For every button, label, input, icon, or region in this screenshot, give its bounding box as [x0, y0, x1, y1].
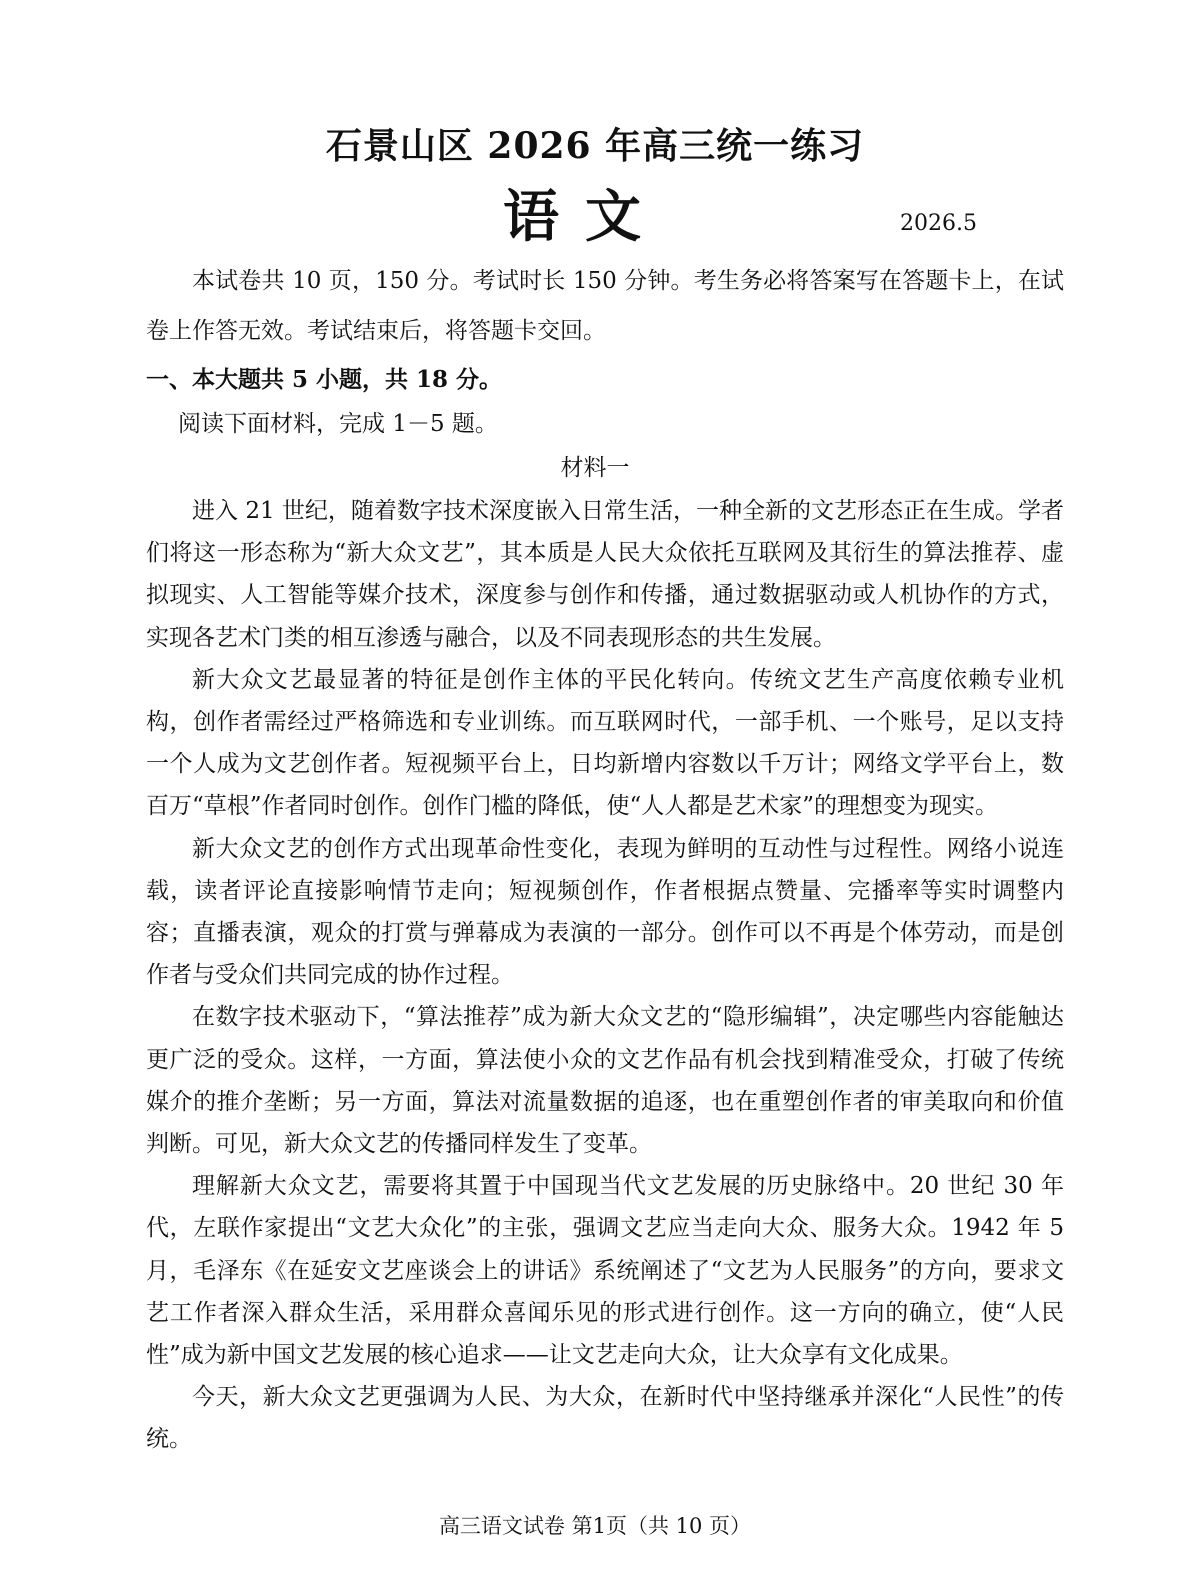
- paragraph: 今天，新大众文艺更强调为人民、为大众，在新时代中坚持继承并深化“人民性”的传统。: [146, 1384, 1064, 1453]
- page-footer: 高三语文试卷 第1页（共 10 页）: [438, 1514, 752, 1538]
- section-instruction: 阅读下面材料，完成 1－5 题。: [178, 411, 498, 437]
- exam-notice: 本试卷共 10 页，150 分。考试时长 150 分钟。考生务必将答案写在答题卡上，在试卷上作答无效。考试结束后，将答题卡交回。: [146, 268, 1064, 344]
- exam-title: 石景山区 2026 年高三统一练习: [325, 125, 865, 167]
- paragraph: 在数字技术驱动下，“算法推荐”成为新大众文艺的“隐形编辑”，决定哪些内容能触达更广泛的受众。这样，一方面，算法使小众的文艺作品有机会找到精准受众，打破了传统媒介的推介垄断；另一方面，算法对流量数据的追逐，也在重塑创作者的审美取向和价值判断。可见，新大众文艺的传播同样发生了变革。: [146, 1004, 1064, 1158]
- subject-title: 语文: [503, 184, 667, 250]
- paragraph: 理解新大众文艺，需要将其置于中国现当代文艺发展的历史脉络中。20 世纪 30 年代，左联作家提出“文艺大众化”的主张，强调文艺应当走向大众、服务大众。1942 年 5 月，毛泽东《在延安文艺座谈会上的讲话》系统阐述了“文艺为人民服务”的方向，要求文艺工作者深入群众生活，采用群众喜闻乐见的形式进行创作。这一方向的确立，使“人民性”成为新中国文艺发展的核心追求——让文艺走向大众，让大众享有文化成果。: [146, 1173, 1064, 1369]
- paragraph: 进入 21 世纪，随着数字技术深度嵌入日常生活，一种全新的文艺形态正在生成。学者们将这一形态称为“新大众文艺”，其本质是人民大众依托互联网及其衍生的算法推荐、虚拟现实、人工智能等媒介技术，深度参与创作和传播，通过数据驱动或人机协作的方式，实现各艺术门类的相互渗透与融合，以及不同表现形态的共生发展。: [146, 498, 1064, 651]
- exam-date: 2026.5: [900, 211, 977, 236]
- paragraph: 新大众文艺最显著的特征是创作主体的平民化转向。传统文艺生产高度依赖专业机构，创作者需经过严格筛选和专业训练。而互联网时代，一部手机、一个账号，足以支持一个人成为文艺创作者。短视频平台上，日均新增内容数以千万计；网络文学平台上，数百万“草根”作者同时创作。创作门槛的降低，使“人人都是艺术家”的理想变为现实。: [146, 666, 1064, 820]
- section-header: 一、本大题共 5 小题，共 18 分。: [146, 366, 503, 393]
- material-heading: 材料一: [560, 455, 630, 481]
- paragraph: 新大众文艺的创作方式出现革命性变化，表现为鲜明的互动性与过程性。网络小说连载，读者评论直接影响情节走向；短视频创作，作者根据点赞量、完播率等实时调整内容；直播表演，观众的打赏与弹幕成为表演的一部分。创作可以不再是个体劳动，而是创作者与受众们共同完成的协作过程。: [146, 835, 1064, 989]
- material-body: [146, 490, 1064, 1461]
